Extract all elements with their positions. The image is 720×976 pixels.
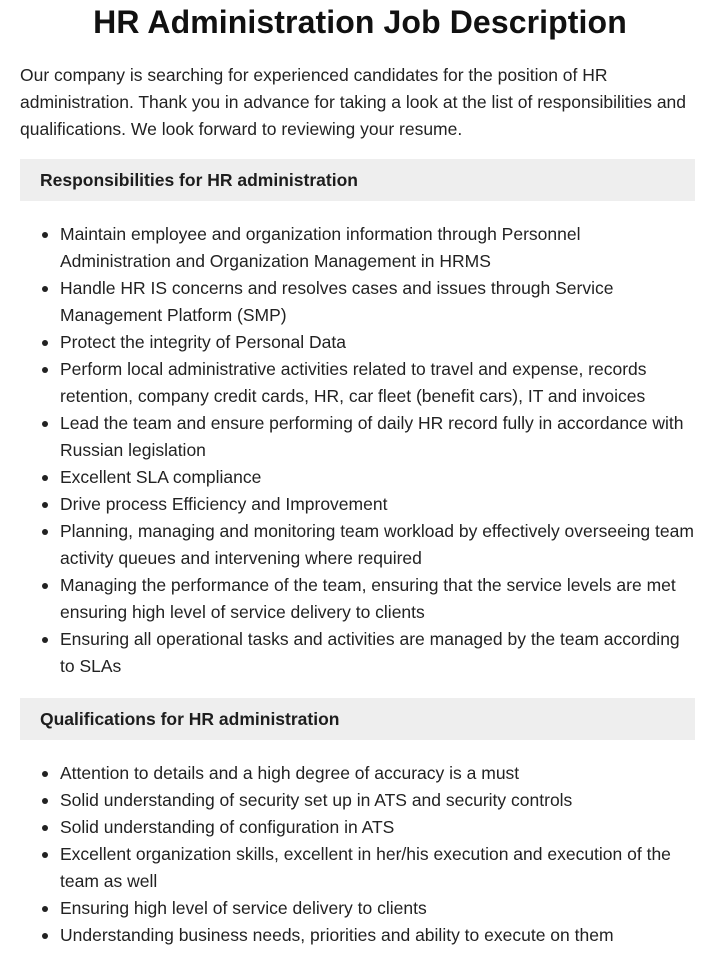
- list-item-text: Planning, managing and monitoring team workload by effectively overseeing team activity queues and intervening where required: [60, 521, 694, 568]
- list-item: [60, 787, 700, 814]
- list-item: [60, 518, 700, 572]
- intro-paragraph: Our company is searching for experienced candidates for the position of HR administration. Thank you in advance for taking a look at the list of responsibilities and qualifications. We look forward to reviewing your resume.: [20, 65, 687, 139]
- bullet-icon: [42, 502, 48, 508]
- list-item: [60, 760, 700, 787]
- list-item: [60, 626, 700, 680]
- qualifications-heading: Qualifications for HR administration: [20, 698, 695, 740]
- list-item: [60, 275, 700, 329]
- bullet-icon: [42, 852, 48, 858]
- bullet-icon: [42, 825, 48, 831]
- bullet-icon: [42, 475, 48, 481]
- bullet-icon: [42, 933, 48, 939]
- bullet-icon: [42, 340, 48, 346]
- page-title: HR Administration Job Description: [93, 4, 627, 40]
- list-item: [60, 464, 700, 491]
- list-item-text: Solid understanding of configuration in ATS: [60, 817, 395, 837]
- responsibilities-heading: Responsibilities for HR administration: [20, 159, 695, 201]
- list-item: [60, 329, 700, 356]
- responsibilities-list: [20, 221, 700, 680]
- bullet-icon: [42, 529, 48, 535]
- bullet-icon: [42, 286, 48, 292]
- bullet-icon: [42, 637, 48, 643]
- qualifications-list: [20, 760, 700, 949]
- list-item-text: Ensuring high level of service delivery to clients: [60, 898, 427, 918]
- list-item-text: Handle HR IS concerns and resolves cases and issues through Service Management Platform (SMP): [60, 278, 614, 325]
- list-item: [60, 221, 700, 275]
- bullet-icon: [42, 232, 48, 238]
- list-item-text: Managing the performance of the team, ensuring that the service levels are met ensuring high level of service delivery to clients: [60, 575, 676, 622]
- bullet-icon: [42, 906, 48, 912]
- list-item: [60, 922, 700, 949]
- bullet-icon: [42, 583, 48, 589]
- bullet-icon: [42, 367, 48, 373]
- list-item-text: Ensuring all operational tasks and activities are managed by the team according to SLAs: [60, 629, 680, 676]
- list-item: [60, 410, 700, 464]
- list-item-text: Lead the team and ensure performing of daily HR record fully in accordance with Russian legislation: [60, 413, 684, 460]
- list-item-text: Drive process Efficiency and Improvement: [60, 494, 388, 514]
- bullet-icon: [42, 798, 48, 804]
- list-item: [60, 841, 700, 895]
- list-item-text: Solid understanding of security set up in ATS and security controls: [60, 790, 573, 810]
- list-item-text: Excellent organization skills, excellent in her/his execution and execution of the team as well: [60, 844, 671, 891]
- list-item-text: Excellent SLA compliance: [60, 467, 262, 487]
- list-item: [60, 814, 700, 841]
- list-item-text: Understanding business needs, priorities and ability to execute on them: [60, 925, 614, 945]
- list-item-text: Protect the integrity of Personal Data: [60, 332, 346, 352]
- list-item-text: Maintain employee and organization information through Personnel Administration and Organization Management in HRMS: [60, 224, 581, 271]
- list-item-text: Attention to details and a high degree of accuracy is a must: [60, 763, 520, 783]
- list-item: [60, 572, 700, 626]
- list-item: [60, 895, 700, 922]
- bullet-icon: [42, 771, 48, 777]
- list-item: [60, 491, 700, 518]
- list-item: [60, 356, 700, 410]
- list-item-text: Perform local administrative activities related to travel and expense, records retention, company credit cards, HR, car fleet (benefit cars), IT and invoices: [60, 359, 647, 406]
- bullet-icon: [42, 421, 48, 427]
